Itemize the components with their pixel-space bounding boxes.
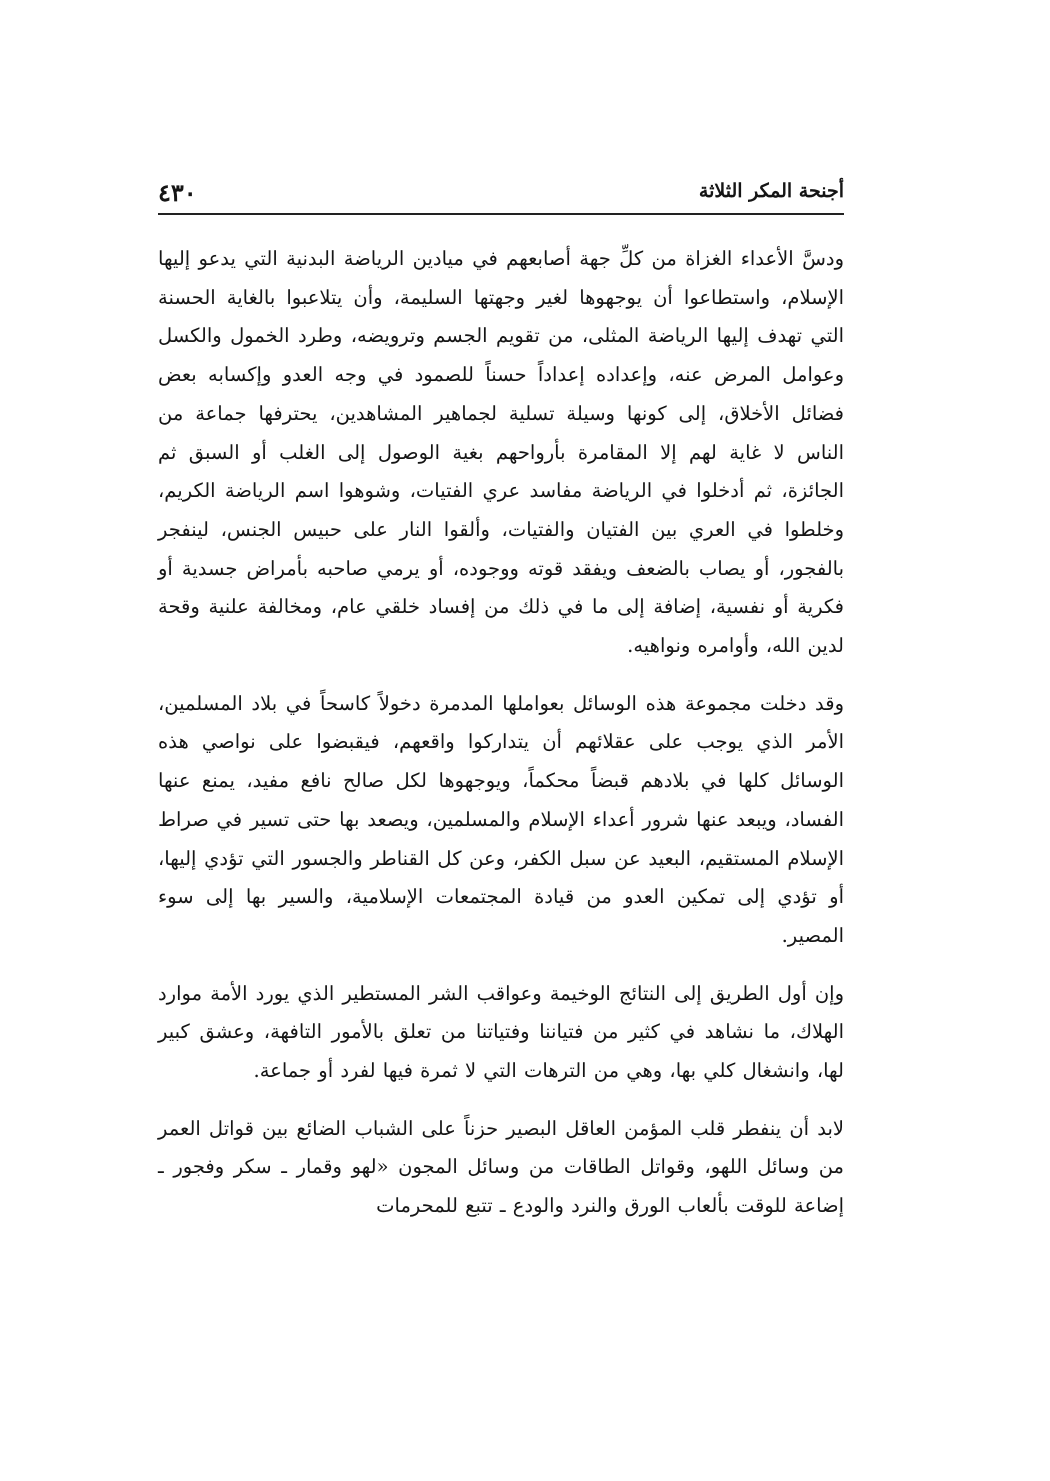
paragraph-2: وقد دخلت مجموعة هذه الوسائل بعواملها المدمرة دخولاً كاسحاً في بلاد المسلمين، الأمر الذي يوجب على عقلائهم أن يتداركوا واقعهم، فيقبضوا على نواصي هذه الوسائل كلها في بلادهم قبضاً محكماً، ويوجهوها لكل صالح نافع مفيد، يمنع عنها الفساد، ويبعد عنها شرور أعداء الإسلام والمسلمين، ويصعد بها حتى تسير في صراط الإسلام المستقيم، البعيد عن سبل الكفر، وعن كل القناطر والجسور التي تؤدي إليها، أو تؤدي إلى تمكين العدو من قيادة المجتمعات الإسلامية، والسير بها إلى سوء المصير. xyxy=(158,691,844,947)
paragraph-3: وإن أول الطريق إلى النتائج الوخيمة وعواقب الشر المستطير الذي يورد الأمة موارد الهلاك، ما نشاهد في كثير من فتياننا وفتياتنا من تعلق بالأمور التافهة، وعشق كبير لها، وانشغال كلي بها، وهي من الترهات التي لا ثمرة فيها لفرد أو جماعة. xyxy=(158,981,844,1083)
page-number: ٤٣٠ xyxy=(158,178,197,207)
page-body xyxy=(158,240,844,1226)
running-title: أجنحة المكر الثلاثة xyxy=(698,180,844,202)
page-header xyxy=(158,170,844,212)
paragraph-4: لابد أن ينفطر قلب المؤمن العاقل البصير حزناً على الشباب الضائع بين قواتل العمر من وسائل اللهو، وقواتل الطاقات من وسائل المجون «لهو وقمار ـ سكر وفجور ـ إضاعة للوقت بألعاب الورق والنرد والودع ـ تتبع للمحرمات xyxy=(158,1116,844,1218)
paragraph-1: ودسَّ الأعداء الغزاة من كلِّ جهة أصابعهم في ميادين الرياضة البدنية التي يدعو إليها الإسلام، واستطاعوا أن يوجهوها لغير وجهتها السليمة، وأن يتلاعبوا بالغاية الحسنة التي تهدف إليها الرياضة المثلى، من تقويم الجسم وترويضه، وطرد الخمول والكسل وعوامل المرض عنه، وإعداده إعداداً حسناً للصمود في وجه العدو وإكسابه بعض فضائل الأخلاق، إلى كونها وسيلة تسلية لجماهير المشاهدين، يحترفها جماعة من الناس لا غاية لهم إلا المقامرة بأرواحهم بغية الوصول إلى الغلب أو السبق ثم الجائزة، ثم أدخلوا في الرياضة مفاسد عري الفتيات، وشوهوا اسم الرياضة الكريم، وخلطوا في العري بين الفتيان والفتيات، وألقوا النار على حبيس الجنس، لينفجر بالفجور، أو يصاب بالضعف ويفقد قوته ووجوده، أو يرمي صاحبه بأمراض جسدية أو فكرية أو نفسية، إضافة إلى ما في ذلك من إفساد خلقي عام، ومخالفة علنية وقحة لدين الله، وأوامره ونواهيه. xyxy=(158,247,844,658)
header-divider xyxy=(158,213,844,215)
